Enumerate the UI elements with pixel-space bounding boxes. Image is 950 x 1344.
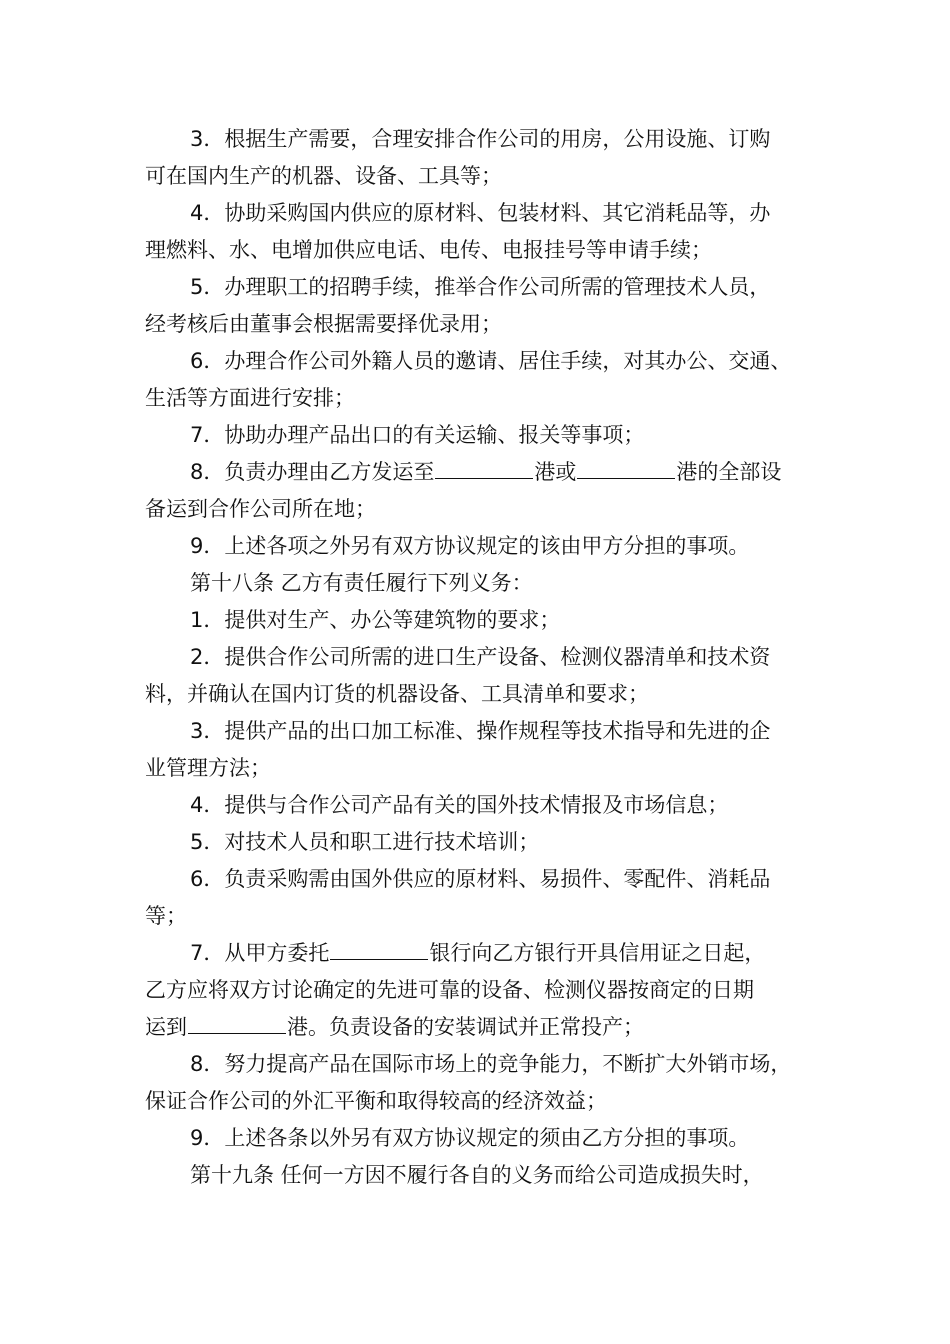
text-line: 可在国内生产的机器、设备、工具等；: [145, 164, 502, 188]
text-line: 3．提供产品的出口加工标准、操作规程等技术指导和先进的企: [190, 719, 771, 743]
text-line: 理燃料、水、电增加供应电话、电传、电报挂号等申请手续；: [145, 238, 712, 262]
text-line-with-blanks: [145, 935, 825, 972]
document-body: [145, 121, 825, 1194]
text-line: 经考核后由董事会根据需要择优录用；: [145, 312, 502, 336]
text-segment: 7．从甲方委托: [190, 941, 330, 965]
article-heading: 第十八条 乙方有责任履行下列义务：: [190, 571, 533, 595]
fill-in-blank: [577, 458, 675, 479]
fill-in-blank: [330, 939, 428, 960]
text-line: 7．协助办理产品出口的有关运输、报关等事项；: [190, 423, 645, 447]
text-line: 1．提供对生产、办公等建筑物的要求；: [190, 608, 561, 632]
text-line: 6．办理合作公司外籍人员的邀请、居住手续，对其办公、交通、: [190, 349, 792, 373]
text-line-with-blanks: [145, 454, 825, 491]
text-segment: 银行向乙方银行开具信用证之日起，: [429, 941, 766, 965]
text-segment: 港。负责设备的安装调试并正常投产；: [287, 1015, 644, 1039]
text-line: 等；: [145, 904, 187, 928]
text-line: 9．上述各条以外另有双方协议规定的须由乙方分担的事项。: [190, 1126, 750, 1150]
text-line: 备运到合作公司所在地；: [145, 497, 376, 521]
text-line: 3．根据生产需要，合理安排合作公司的用房，公用设施、订购: [190, 127, 771, 151]
text-segment: 8．负责办理由乙方发运至: [190, 460, 435, 484]
fill-in-blank: [435, 458, 533, 479]
text-line: 生活等方面进行安排；: [145, 386, 355, 410]
text-line: 4．提供与合作公司产品有关的国外技术情报及市场信息；: [190, 793, 729, 817]
text-segment: 港的全部设: [676, 460, 782, 484]
text-segment: 运到: [145, 1015, 187, 1039]
text-line: 9．上述各项之外另有双方协议规定的该由甲方分担的事项。: [190, 534, 750, 558]
text-line-with-blanks: [145, 1009, 825, 1046]
article-heading: 第十九条 任何一方因不履行各自的义务而给公司造成损失时，: [190, 1163, 764, 1187]
text-line: 8．努力提高产品在国际市场上的竞争能力，不断扩大外销市场，: [190, 1052, 792, 1076]
text-line: 4．协助采购国内供应的原材料、包装材料、其它消耗品等，办: [190, 201, 771, 225]
text-line: 2．提供合作公司所需的进口生产设备、检测仪器清单和技术资: [190, 645, 771, 669]
fill-in-blank: [188, 1013, 286, 1034]
text-line: 业管理方法；: [145, 756, 271, 780]
text-line: 5．办理职工的招聘手续，推举合作公司所需的管理技术人员，: [190, 275, 771, 299]
text-segment: 港或: [534, 460, 577, 484]
text-line: 保证合作公司的外汇平衡和取得较高的经济效益；: [145, 1089, 607, 1113]
text-line: 乙方应将双方讨论确定的先进可靠的设备、检测仪器按商定的日期: [145, 978, 754, 1002]
text-line: 料，并确认在国内订货的机器设备、工具清单和要求；: [145, 682, 649, 706]
text-line: 6．负责采购需由国外供应的原材料、易损件、零配件、消耗品: [190, 867, 771, 891]
text-line: 5．对技术人员和职工进行技术培训；: [190, 830, 540, 854]
